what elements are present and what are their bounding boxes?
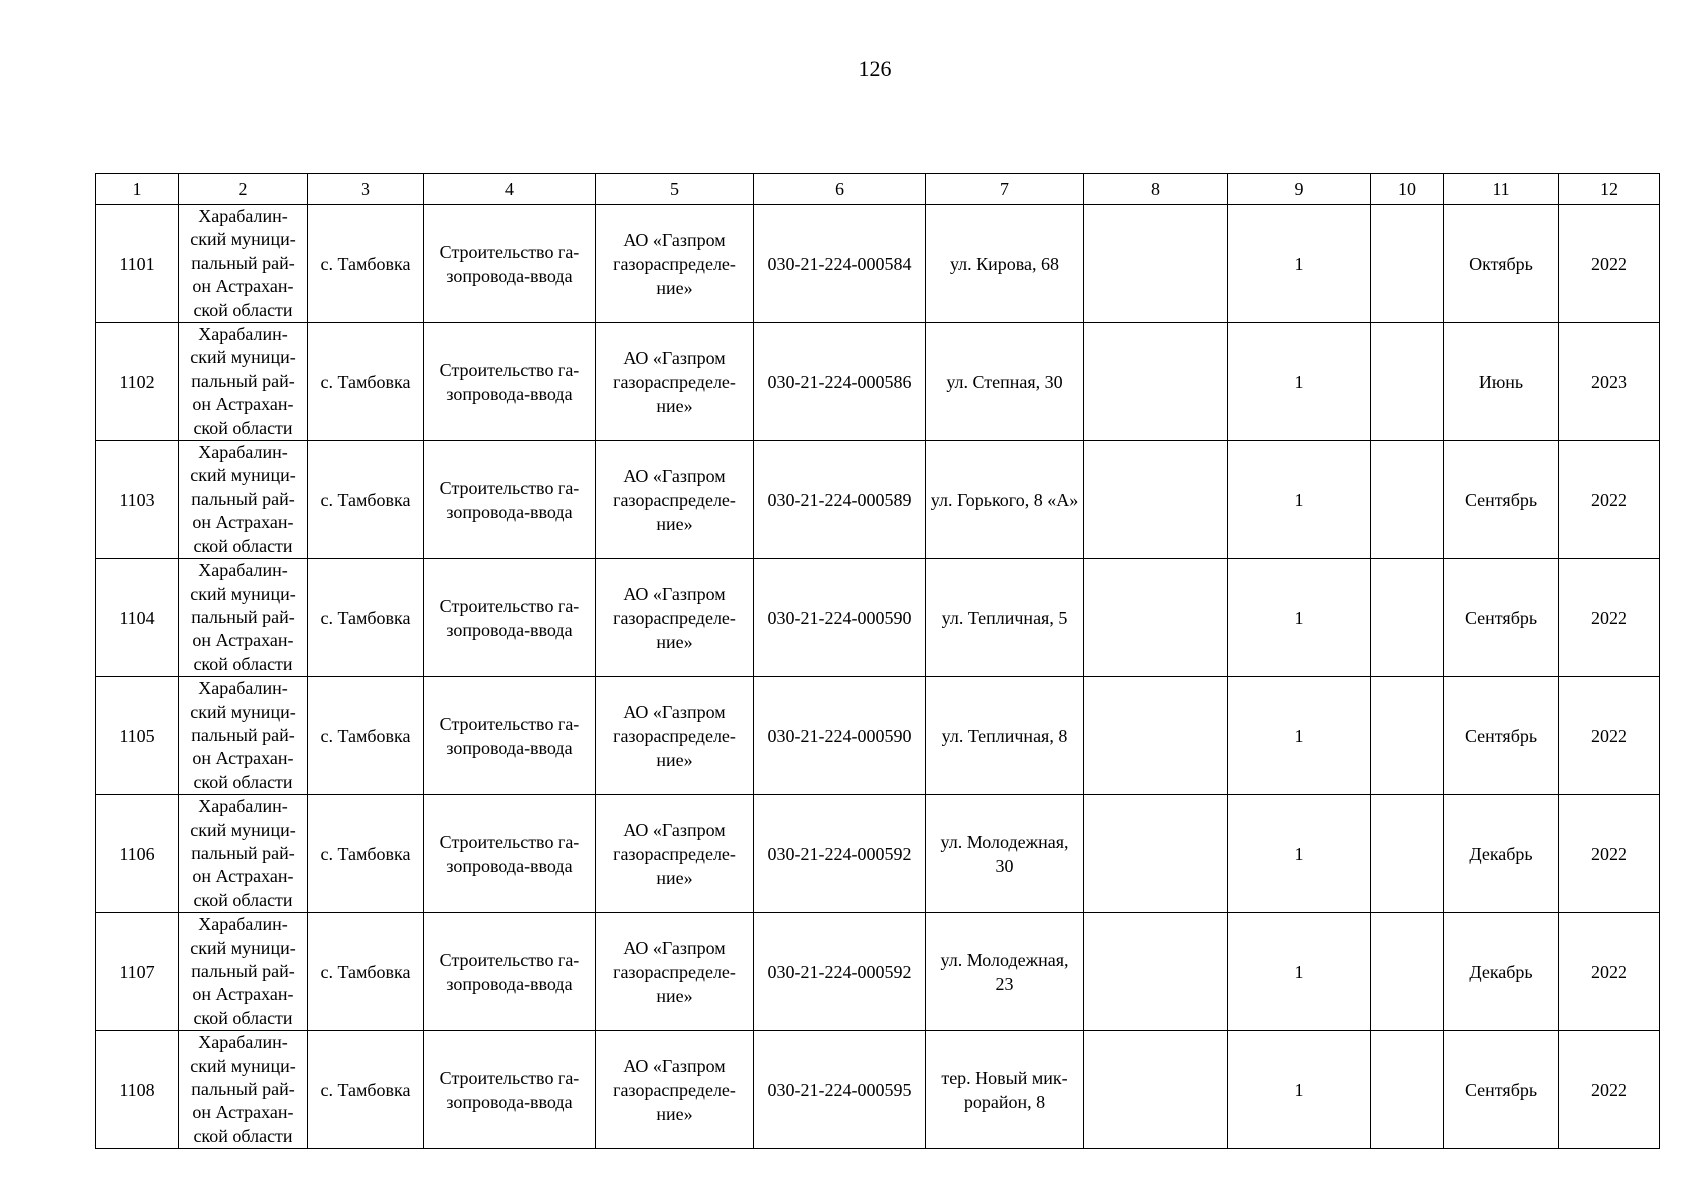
year-cell: 2022 (1559, 913, 1660, 1031)
quantity-cell: 1 (1228, 795, 1371, 913)
col-8-value-cell (1084, 795, 1228, 913)
row-number-cell: 1105 (96, 677, 179, 795)
object-code-cell: 030-21-224-000592 (754, 913, 926, 1031)
settlement-cell: с. Тамбовка (308, 795, 424, 913)
organization-cell: АО «Газпром газораспределе-ние» (596, 323, 754, 441)
col-8-value-cell (1084, 441, 1228, 559)
table-row (96, 795, 1660, 913)
work-type-cell: Строительство га-зопровода-ввода (424, 559, 596, 677)
column-header: 8 (1084, 174, 1228, 205)
settlement-cell: с. Тамбовка (308, 441, 424, 559)
municipality-cell: Харабалин-ский муници-пальный рай-он Астрахан-ской области (179, 1031, 308, 1149)
object-code-cell: 030-21-224-000592 (754, 795, 926, 913)
year-cell: 2022 (1559, 677, 1660, 795)
organization-cell: АО «Газпром газораспределе-ние» (596, 1031, 754, 1149)
row-number-cell: 1108 (96, 1031, 179, 1149)
work-type-cell: Строительство га-зопровода-ввода (424, 441, 596, 559)
table-row (96, 913, 1660, 1031)
col-10-value-cell (1371, 677, 1444, 795)
settlement-cell: с. Тамбовка (308, 913, 424, 1031)
quantity-cell: 1 (1228, 205, 1371, 323)
work-type-cell: Строительство га-зопровода-ввода (424, 913, 596, 1031)
month-cell: Октябрь (1444, 205, 1559, 323)
settlement-cell: с. Тамбовка (308, 559, 424, 677)
object-code-cell: 030-21-224-000586 (754, 323, 926, 441)
work-type-cell: Строительство га-зопровода-ввода (424, 1031, 596, 1149)
table-row (96, 559, 1660, 677)
object-code-cell: 030-21-224-000584 (754, 205, 926, 323)
address-cell: ул. Молодежная, 23 (926, 913, 1084, 1031)
month-cell: Декабрь (1444, 795, 1559, 913)
municipality-cell: Харабалин-ский муници-пальный рай-он Астрахан-ской области (179, 205, 308, 323)
organization-cell: АО «Газпром газораспределе-ние» (596, 795, 754, 913)
address-cell: ул. Молодежная, 30 (926, 795, 1084, 913)
organization-cell: АО «Газпром газораспределе-ние» (596, 677, 754, 795)
address-cell: ул. Тепличная, 5 (926, 559, 1084, 677)
organization-cell: АО «Газпром газораспределе-ние» (596, 205, 754, 323)
month-cell: Сентябрь (1444, 1031, 1559, 1149)
column-header: 12 (1559, 174, 1660, 205)
column-header: 6 (754, 174, 926, 205)
month-cell: Сентябрь (1444, 441, 1559, 559)
header-row (96, 174, 1660, 205)
month-cell: Июнь (1444, 323, 1559, 441)
table-row (96, 1031, 1660, 1149)
col-10-value-cell (1371, 1031, 1444, 1149)
col-8-value-cell (1084, 913, 1228, 1031)
quantity-cell: 1 (1228, 559, 1371, 677)
col-10-value-cell (1371, 559, 1444, 677)
address-cell: ул. Тепличная, 8 (926, 677, 1084, 795)
municipality-cell: Харабалин-ский муници-пальный рай-он Астрахан-ской области (179, 323, 308, 441)
object-code-cell: 030-21-224-000589 (754, 441, 926, 559)
col-10-value-cell (1371, 323, 1444, 441)
year-cell: 2022 (1559, 441, 1660, 559)
col-8-value-cell (1084, 677, 1228, 795)
municipality-cell: Харабалин-ский муници-пальный рай-он Астрахан-ской области (179, 559, 308, 677)
organization-cell: АО «Газпром газораспределе-ние» (596, 559, 754, 677)
col-10-value-cell (1371, 913, 1444, 1031)
col-10-value-cell (1371, 205, 1444, 323)
municipality-cell: Харабалин-ский муници-пальный рай-он Астрахан-ской области (179, 677, 308, 795)
object-code-cell: 030-21-224-000590 (754, 677, 926, 795)
work-type-cell: Строительство га-зопровода-ввода (424, 795, 596, 913)
column-header: 11 (1444, 174, 1559, 205)
column-header: 10 (1371, 174, 1444, 205)
address-cell: ул. Горького, 8 «А» (926, 441, 1084, 559)
col-8-value-cell (1084, 205, 1228, 323)
column-header: 2 (179, 174, 308, 205)
object-code-cell: 030-21-224-000590 (754, 559, 926, 677)
month-cell: Декабрь (1444, 913, 1559, 1031)
municipality-cell: Харабалин-ский муници-пальный рай-он Астрахан-ской области (179, 441, 308, 559)
col-10-value-cell (1371, 441, 1444, 559)
col-8-value-cell (1084, 559, 1228, 677)
settlement-cell: с. Тамбовка (308, 677, 424, 795)
settlement-cell: с. Тамбовка (308, 323, 424, 441)
row-number-cell: 1102 (96, 323, 179, 441)
quantity-cell: 1 (1228, 323, 1371, 441)
table-row (96, 205, 1660, 323)
column-header: 7 (926, 174, 1084, 205)
address-cell: ул. Степная, 30 (926, 323, 1084, 441)
row-number-cell: 1107 (96, 913, 179, 1031)
col-8-value-cell (1084, 323, 1228, 441)
address-cell: ул. Кирова, 68 (926, 205, 1084, 323)
page-number: 126 (858, 56, 892, 81)
table-body (96, 205, 1660, 1149)
quantity-cell: 1 (1228, 1031, 1371, 1149)
quantity-cell: 1 (1228, 913, 1371, 1031)
month-cell: Сентябрь (1444, 677, 1559, 795)
settlement-cell: с. Тамбовка (308, 1031, 424, 1149)
year-cell: 2022 (1559, 1031, 1660, 1149)
row-number-cell: 1106 (96, 795, 179, 913)
column-header: 1 (96, 174, 179, 205)
year-cell: 2023 (1559, 323, 1660, 441)
column-header: 4 (424, 174, 596, 205)
column-header: 9 (1228, 174, 1371, 205)
row-number-cell: 1104 (96, 559, 179, 677)
object-code-cell: 030-21-224-000595 (754, 1031, 926, 1149)
settlement-cell: с. Тамбовка (308, 205, 424, 323)
organization-cell: АО «Газпром газораспределе-ние» (596, 441, 754, 559)
year-cell: 2022 (1559, 559, 1660, 677)
quantity-cell: 1 (1228, 441, 1371, 559)
year-cell: 2022 (1559, 205, 1660, 323)
quantity-cell: 1 (1228, 677, 1371, 795)
row-number-cell: 1103 (96, 441, 179, 559)
col-8-value-cell (1084, 1031, 1228, 1149)
column-header: 3 (308, 174, 424, 205)
work-type-cell: Строительство га-зопровода-ввода (424, 323, 596, 441)
year-cell: 2022 (1559, 795, 1660, 913)
month-cell: Сентябрь (1444, 559, 1559, 677)
row-number-cell: 1101 (96, 205, 179, 323)
municipality-cell: Харабалин-ский муници-пальный рай-он Астрахан-ской области (179, 913, 308, 1031)
col-10-value-cell (1371, 795, 1444, 913)
column-header: 5 (596, 174, 754, 205)
table-row (96, 441, 1660, 559)
table-row (96, 323, 1660, 441)
work-type-cell: Строительство га-зопровода-ввода (424, 205, 596, 323)
address-cell: тер. Новый мик-рорайон, 8 (926, 1031, 1084, 1149)
work-type-cell: Строительство га-зопровода-ввода (424, 677, 596, 795)
table-row (96, 677, 1660, 795)
municipality-cell: Харабалин-ский муници-пальный рай-он Астрахан-ской области (179, 795, 308, 913)
data-table (95, 173, 1660, 1149)
organization-cell: АО «Газпром газораспределе-ние» (596, 913, 754, 1031)
